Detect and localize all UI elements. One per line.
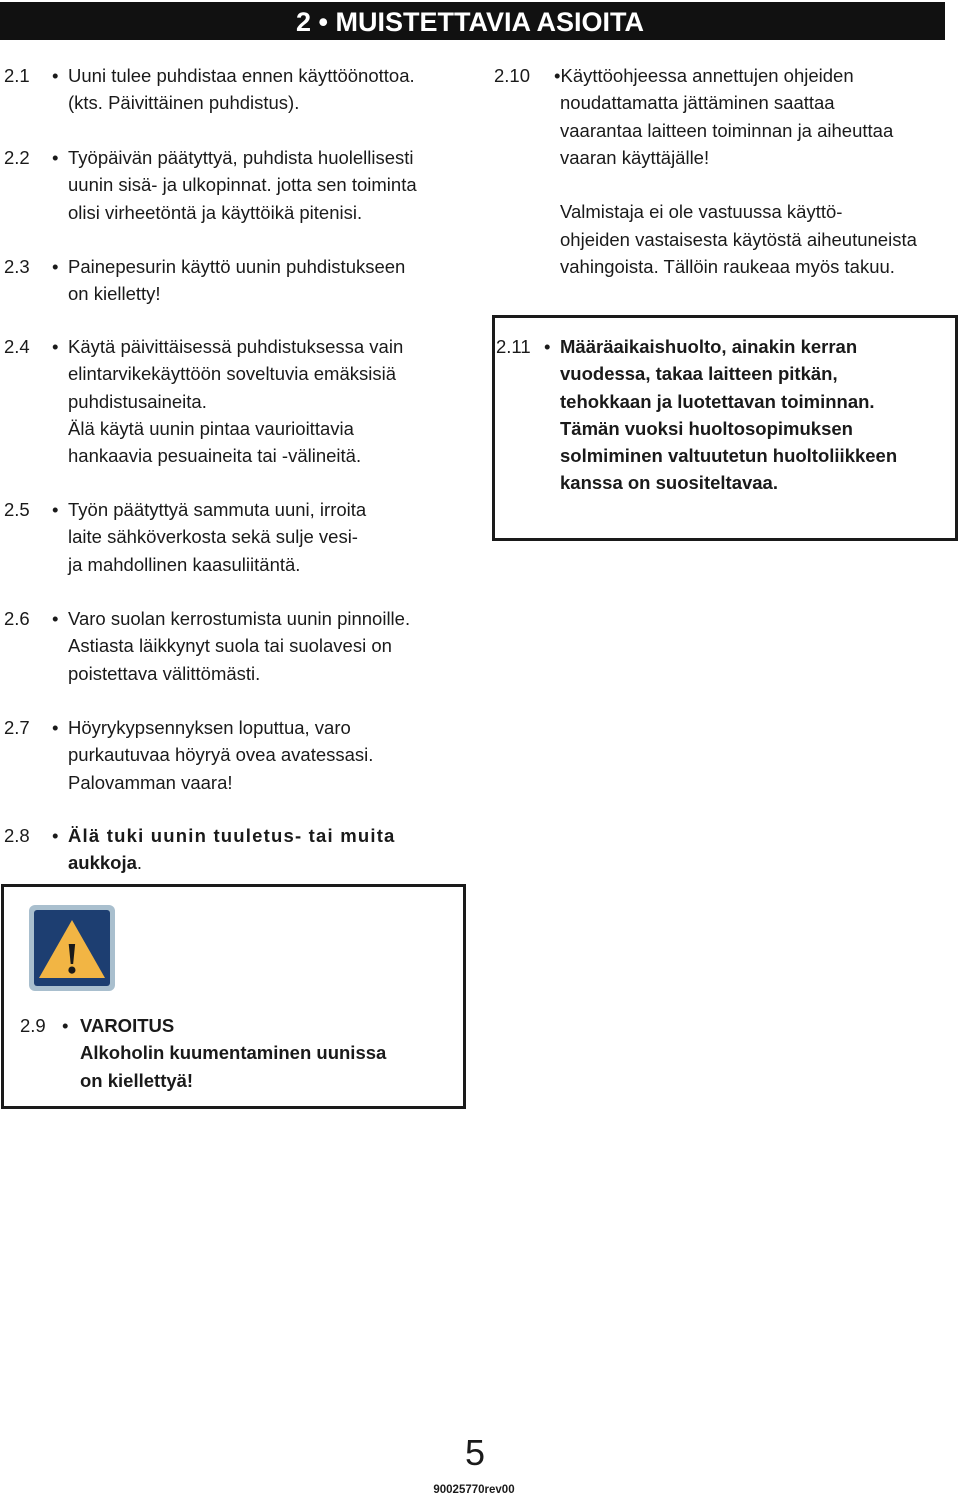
list-item-2-2: [4, 144, 464, 228]
item-text: Käytä päivittäisessä puhdistuksessa vain elintarvikekäyttöön soveltuvia emäksisiä puhdistusaineita. Älä käytä uunin pintaa vaurioittavia hankaavia pesuaineita tai -välineitä.: [68, 336, 404, 467]
item-text: Varo suolan kerrostumista uunin pinnoille. Astiasta läikkynyt suola tai suolavesi on poistettava välittömästi.: [68, 608, 411, 684]
bullet: •: [52, 256, 59, 277]
item-text: Työn päätyttyä sammuta uuni, irroita laite sähköverkosta sekä sulje vesi- ja mahdollinen kaasuliitäntä.: [68, 499, 367, 575]
item-text: Älä tuki uunin tuuletus- tai muita aukkoja.: [68, 825, 396, 874]
list-item-2-5: [4, 496, 464, 580]
item-text: •Käyttöohjeessa annettujen ohjeiden noudattamatta jättäminen saattaa vaarantaa laitteen toiminnan ja aiheuttaa vaaran käyttäjälle! Valmistaja ei ole vastuussa käyttö- ohjeiden vastaisesta käytöstä aiheutuneista vahingoista. Tällöin raukeaa myös takuu.: [554, 65, 917, 278]
item-number: 2.10: [494, 65, 531, 86]
item-number: 2.1: [4, 65, 30, 86]
list-item-2-1: [4, 62, 464, 118]
list-item-2-9: [20, 1012, 460, 1096]
page-number: 5: [464, 1432, 486, 1473]
list-item-2-6: [4, 605, 464, 689]
list-item-2-7: [4, 714, 464, 798]
item-number: 2.3: [4, 256, 30, 277]
bullet: •: [52, 65, 59, 86]
list-item-2-10: [494, 62, 954, 282]
list-item-2-3: [4, 253, 464, 309]
bullet: •: [62, 1015, 69, 1036]
warning-triangle-icon: [29, 905, 115, 991]
item-number: 2.6: [4, 608, 30, 629]
item-number: 2.9: [20, 1015, 46, 1036]
item-text: Työpäivän päätyttyä, puhdista huolellisesti uunin sisä- ja ulkopinnat. jotta sen toiminta olisi virheetöntä ja käyttöikä pitenisi.: [68, 147, 417, 223]
item-text: Uuni tulee puhdistaa ennen käyttöönottoa. (kts. Päivittäinen puhdistus).: [68, 65, 415, 114]
item-number: 2.11: [496, 336, 531, 357]
item-number: 2.5: [4, 499, 30, 520]
document-code: 90025770rev00: [433, 1484, 515, 1496]
bullet: •: [52, 336, 59, 357]
list-item-2-8: [4, 822, 464, 878]
section-header-bar: [0, 2, 945, 40]
item-number: 2.7: [4, 717, 30, 738]
item-text: Määräaikaishuolto, ainakin kerran vuodessa, takaa laitteen pitkän, tehokkaan ja luotettavan toiminnan. Tämän vuoksi huoltosopimuksen solmiminen valtuutetun huoltoliikkeen kanssa on suositeltavaa.: [560, 336, 898, 494]
list-item-2-11: [496, 333, 951, 503]
section-title: 2 • MUISTETTAVIA ASIOITA: [296, 7, 644, 37]
item-text: Painepesurin käyttö uunin puhdistukseen on kielletty!: [68, 256, 406, 305]
item-text: VAROITUS Alkoholin kuumentaminen uunissa on kiellettyä!: [80, 1015, 387, 1091]
bullet: •: [52, 717, 59, 738]
bullet: •: [52, 499, 59, 520]
bullet: •: [52, 825, 59, 846]
bullet: •: [52, 147, 59, 168]
item-number: 2.2: [4, 147, 30, 168]
svg-text:!: !: [64, 934, 80, 983]
item-text: Höyrykypsennyksen loputtua, varo purkautuvaa höyryä ovea avatessasi. Palovamman vaara!: [68, 717, 374, 793]
bullet: •: [52, 608, 59, 629]
bullet: •: [544, 336, 551, 357]
list-item-2-4: [4, 333, 464, 473]
item-number: 2.8: [4, 825, 30, 846]
item-number: 2.4: [4, 336, 30, 357]
